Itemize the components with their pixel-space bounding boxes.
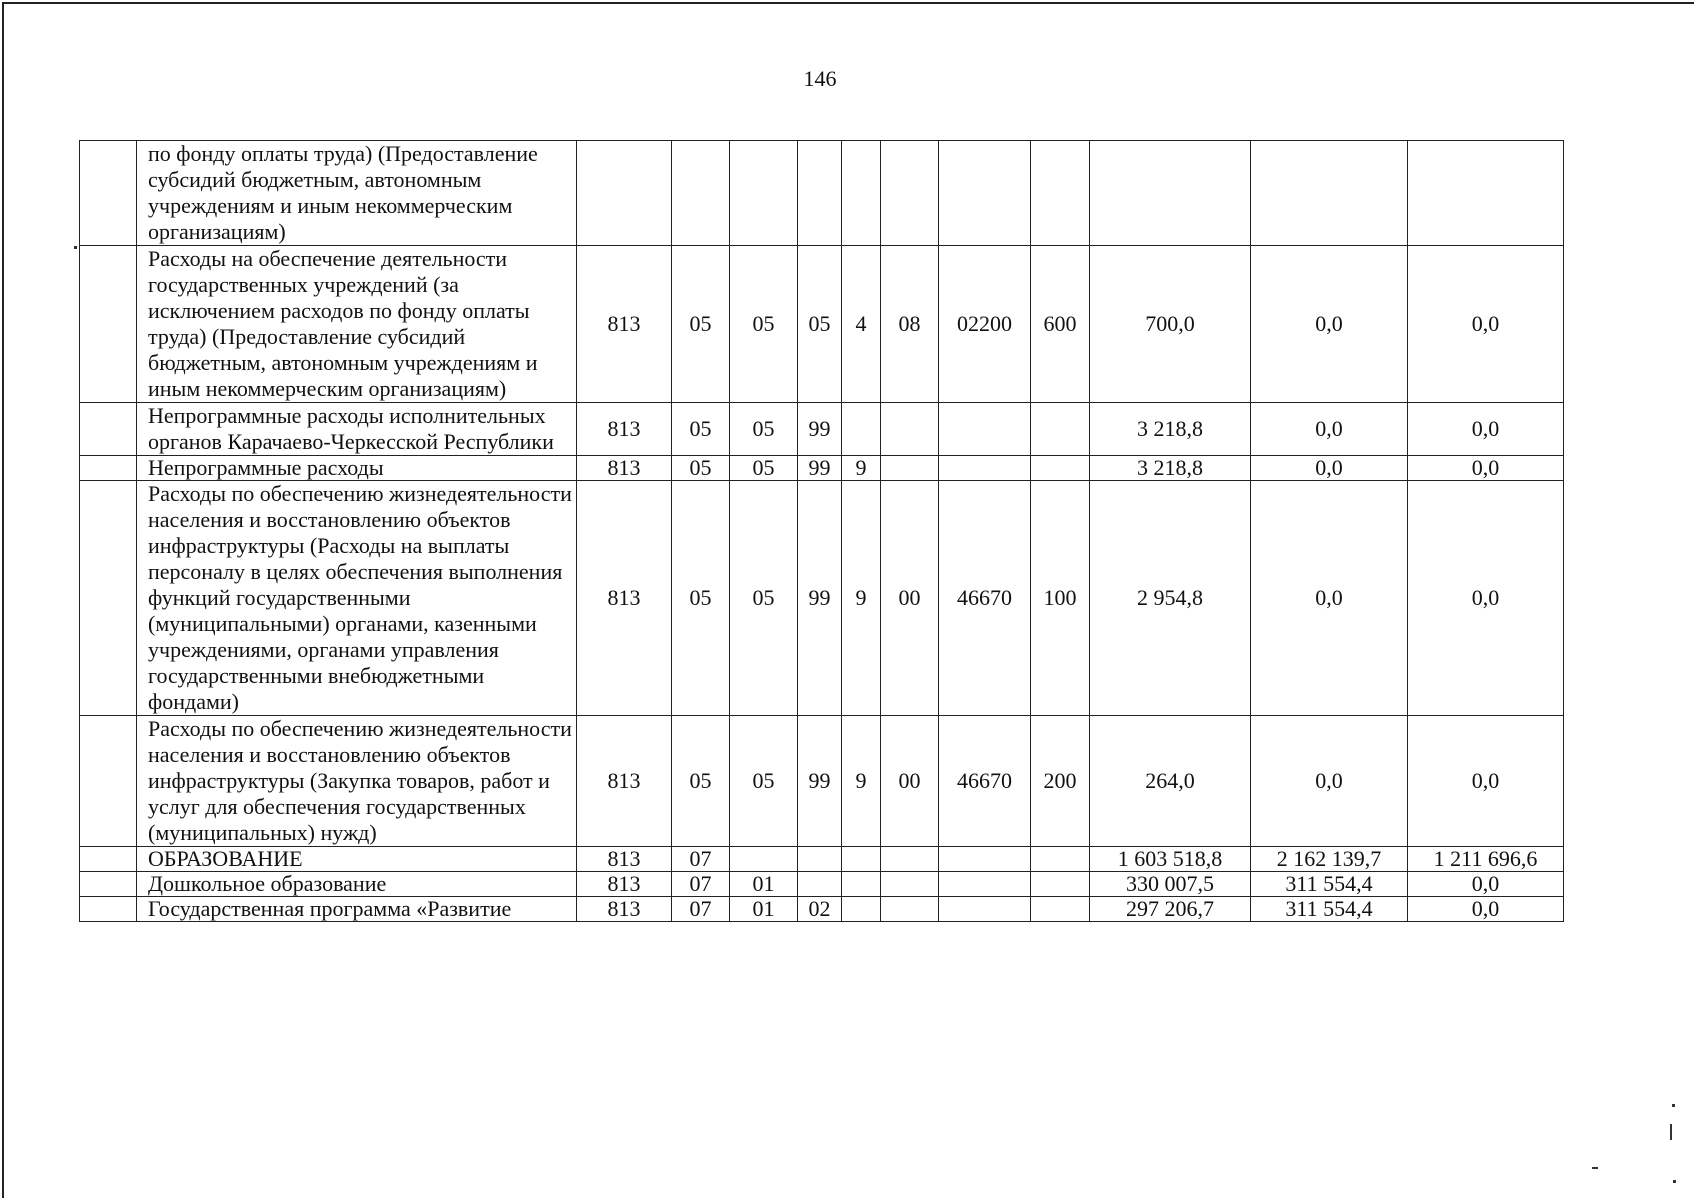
description-cell: Расходы по обеспечению жизнедеятельности населения и восстановлению объектов инфраструктуры (Закупка товаров, работ и услуг для обеспечения государственных (муниципальных) нужд): [137, 716, 577, 847]
description-cell: Государственная программа «Развитие: [137, 897, 577, 922]
main-activity-cell: [881, 403, 939, 456]
subprogram-cell: 9: [842, 716, 881, 847]
row-index-cell: [80, 897, 137, 922]
main-activity-cell: [881, 456, 939, 481]
main-activity-cell: [881, 872, 939, 897]
program-cell: 99: [798, 481, 842, 716]
table-row: [80, 481, 1564, 716]
scan-speck: [74, 246, 77, 249]
section-cell: 07: [672, 897, 730, 922]
amount-year3-cell: 1 211 696,6: [1408, 847, 1564, 872]
row-index-cell: [80, 481, 137, 716]
scan-speck: [1592, 1167, 1598, 1169]
subsection-cell: 05: [730, 716, 798, 847]
subprogram-cell: [842, 897, 881, 922]
ved-code-cell: 813: [577, 872, 672, 897]
table-row: [80, 141, 1564, 246]
program-cell: 02: [798, 897, 842, 922]
main-activity-cell: 08: [881, 246, 939, 403]
subsection-cell: 05: [730, 246, 798, 403]
scan-speck: [1672, 1104, 1675, 1107]
ved-code-cell: 813: [577, 897, 672, 922]
amount-year1-cell: 3 218,8: [1090, 456, 1251, 481]
direction-cell: 46670: [939, 481, 1031, 716]
amount-year3-cell: 0,0: [1408, 456, 1564, 481]
table-row: [80, 897, 1564, 922]
ved-code-cell: [577, 141, 672, 246]
ved-code-cell: 813: [577, 716, 672, 847]
row-index-cell: [80, 456, 137, 481]
program-cell: [798, 847, 842, 872]
budget-table: [79, 140, 1564, 922]
program-cell: 99: [798, 716, 842, 847]
main-activity-cell: 00: [881, 481, 939, 716]
description-cell: Расходы на обеспечение деятельности государственных учреждений (за исключением расходов по фонду оплаты труда) (Предоставление субсидий бюджетным, автономным учреждениям и иным некоммерческим организациям): [137, 246, 577, 403]
amount-year3-cell: 0,0: [1408, 897, 1564, 922]
amount-year2-cell: [1251, 141, 1408, 246]
ved-code-cell: 813: [577, 847, 672, 872]
subprogram-cell: 9: [842, 481, 881, 716]
row-index-cell: [80, 716, 137, 847]
ved-code-cell: 813: [577, 481, 672, 716]
direction-cell: [939, 403, 1031, 456]
section-cell: 05: [672, 456, 730, 481]
section-cell: 05: [672, 403, 730, 456]
table-body: [80, 141, 1564, 922]
amount-year1-cell: 3 218,8: [1090, 403, 1251, 456]
subsection-cell: 01: [730, 872, 798, 897]
subsection-cell: [730, 847, 798, 872]
row-index-cell: [80, 403, 137, 456]
table-row: [80, 872, 1564, 897]
program-cell: [798, 872, 842, 897]
amount-year3-cell: 0,0: [1408, 872, 1564, 897]
direction-cell: [939, 847, 1031, 872]
table-row: [80, 403, 1564, 456]
main-activity-cell: [881, 897, 939, 922]
subprogram-cell: [842, 141, 881, 246]
description-cell: Дошкольное образование: [137, 872, 577, 897]
expense-type-cell: 600: [1031, 246, 1090, 403]
ved-code-cell: 813: [577, 246, 672, 403]
section-cell: 07: [672, 872, 730, 897]
program-cell: 99: [798, 403, 842, 456]
expense-type-cell: [1031, 403, 1090, 456]
description-cell: Непрограммные расходы исполнительных органов Карачаево-Черкесской Республики: [137, 403, 577, 456]
expense-type-cell: [1031, 897, 1090, 922]
amount-year2-cell: 0,0: [1251, 716, 1408, 847]
program-cell: [798, 141, 842, 246]
amount-year2-cell: 311 554,4: [1251, 897, 1408, 922]
expense-type-cell: [1031, 872, 1090, 897]
ved-code-cell: 813: [577, 403, 672, 456]
amount-year1-cell: 330 007,5: [1090, 872, 1251, 897]
direction-cell: [939, 456, 1031, 481]
scan-speck: [1670, 1124, 1672, 1140]
subsection-cell: 05: [730, 481, 798, 716]
direction-cell: [939, 897, 1031, 922]
subprogram-cell: [842, 847, 881, 872]
amount-year2-cell: 311 554,4: [1251, 872, 1408, 897]
description-cell: по фонду оплаты труда) (Предоставление субсидий бюджетным, автономным учреждениям и иным некоммерческим организациям): [137, 141, 577, 246]
table-row: [80, 456, 1564, 481]
subsection-cell: [730, 141, 798, 246]
expense-type-cell: [1031, 141, 1090, 246]
amount-year2-cell: 0,0: [1251, 456, 1408, 481]
amount-year2-cell: 0,0: [1251, 246, 1408, 403]
amount-year1-cell: 2 954,8: [1090, 481, 1251, 716]
subsection-cell: 01: [730, 897, 798, 922]
program-cell: 05: [798, 246, 842, 403]
direction-cell: 46670: [939, 716, 1031, 847]
amount-year3-cell: 0,0: [1408, 403, 1564, 456]
subprogram-cell: [842, 872, 881, 897]
description-cell: Расходы по обеспечению жизнедеятельности населения и восстановлению объектов инфраструктуры (Расходы на выплаты персоналу в целях обеспечения выполнения функций государственными (муниципальными) органами, казенными учреждениями, органами управления государственными внебюджетными фондами): [137, 481, 577, 716]
section-cell: 05: [672, 246, 730, 403]
amount-year1-cell: 700,0: [1090, 246, 1251, 403]
expense-type-cell: 200: [1031, 716, 1090, 847]
direction-cell: 02200: [939, 246, 1031, 403]
subsection-cell: 05: [730, 403, 798, 456]
amount-year3-cell: 0,0: [1408, 246, 1564, 403]
row-index-cell: [80, 246, 137, 403]
scan-speck: [1673, 1180, 1676, 1183]
direction-cell: [939, 872, 1031, 897]
expense-type-cell: 100: [1031, 481, 1090, 716]
description-cell: Непрограммные расходы: [137, 456, 577, 481]
subprogram-cell: 4: [842, 246, 881, 403]
section-cell: 07: [672, 847, 730, 872]
subprogram-cell: 9: [842, 456, 881, 481]
amount-year1-cell: 297 206,7: [1090, 897, 1251, 922]
section-cell: 05: [672, 716, 730, 847]
direction-cell: [939, 141, 1031, 246]
amount-year2-cell: 0,0: [1251, 403, 1408, 456]
table-row: [80, 847, 1564, 872]
subsection-cell: 05: [730, 456, 798, 481]
amount-year1-cell: 264,0: [1090, 716, 1251, 847]
expense-type-cell: [1031, 847, 1090, 872]
section-cell: 05: [672, 481, 730, 716]
description-cell: ОБРАЗОВАНИЕ: [137, 847, 577, 872]
ved-code-cell: 813: [577, 456, 672, 481]
main-activity-cell: 00: [881, 716, 939, 847]
section-cell: [672, 141, 730, 246]
row-index-cell: [80, 847, 137, 872]
expense-type-cell: [1031, 456, 1090, 481]
table-row: [80, 246, 1564, 403]
amount-year3-cell: 0,0: [1408, 716, 1564, 847]
amount-year1-cell: 1 603 518,8: [1090, 847, 1251, 872]
amount-year3-cell: 0,0: [1408, 481, 1564, 716]
main-activity-cell: [881, 141, 939, 246]
row-index-cell: [80, 872, 137, 897]
row-index-cell: [80, 141, 137, 246]
amount-year3-cell: [1408, 141, 1564, 246]
main-activity-cell: [881, 847, 939, 872]
subprogram-cell: [842, 403, 881, 456]
page-number: 146: [803, 66, 837, 91]
amount-year2-cell: 0,0: [1251, 481, 1408, 716]
amount-year2-cell: 2 162 139,7: [1251, 847, 1408, 872]
program-cell: 99: [798, 456, 842, 481]
amount-year1-cell: [1090, 141, 1251, 246]
table-row: [80, 716, 1564, 847]
